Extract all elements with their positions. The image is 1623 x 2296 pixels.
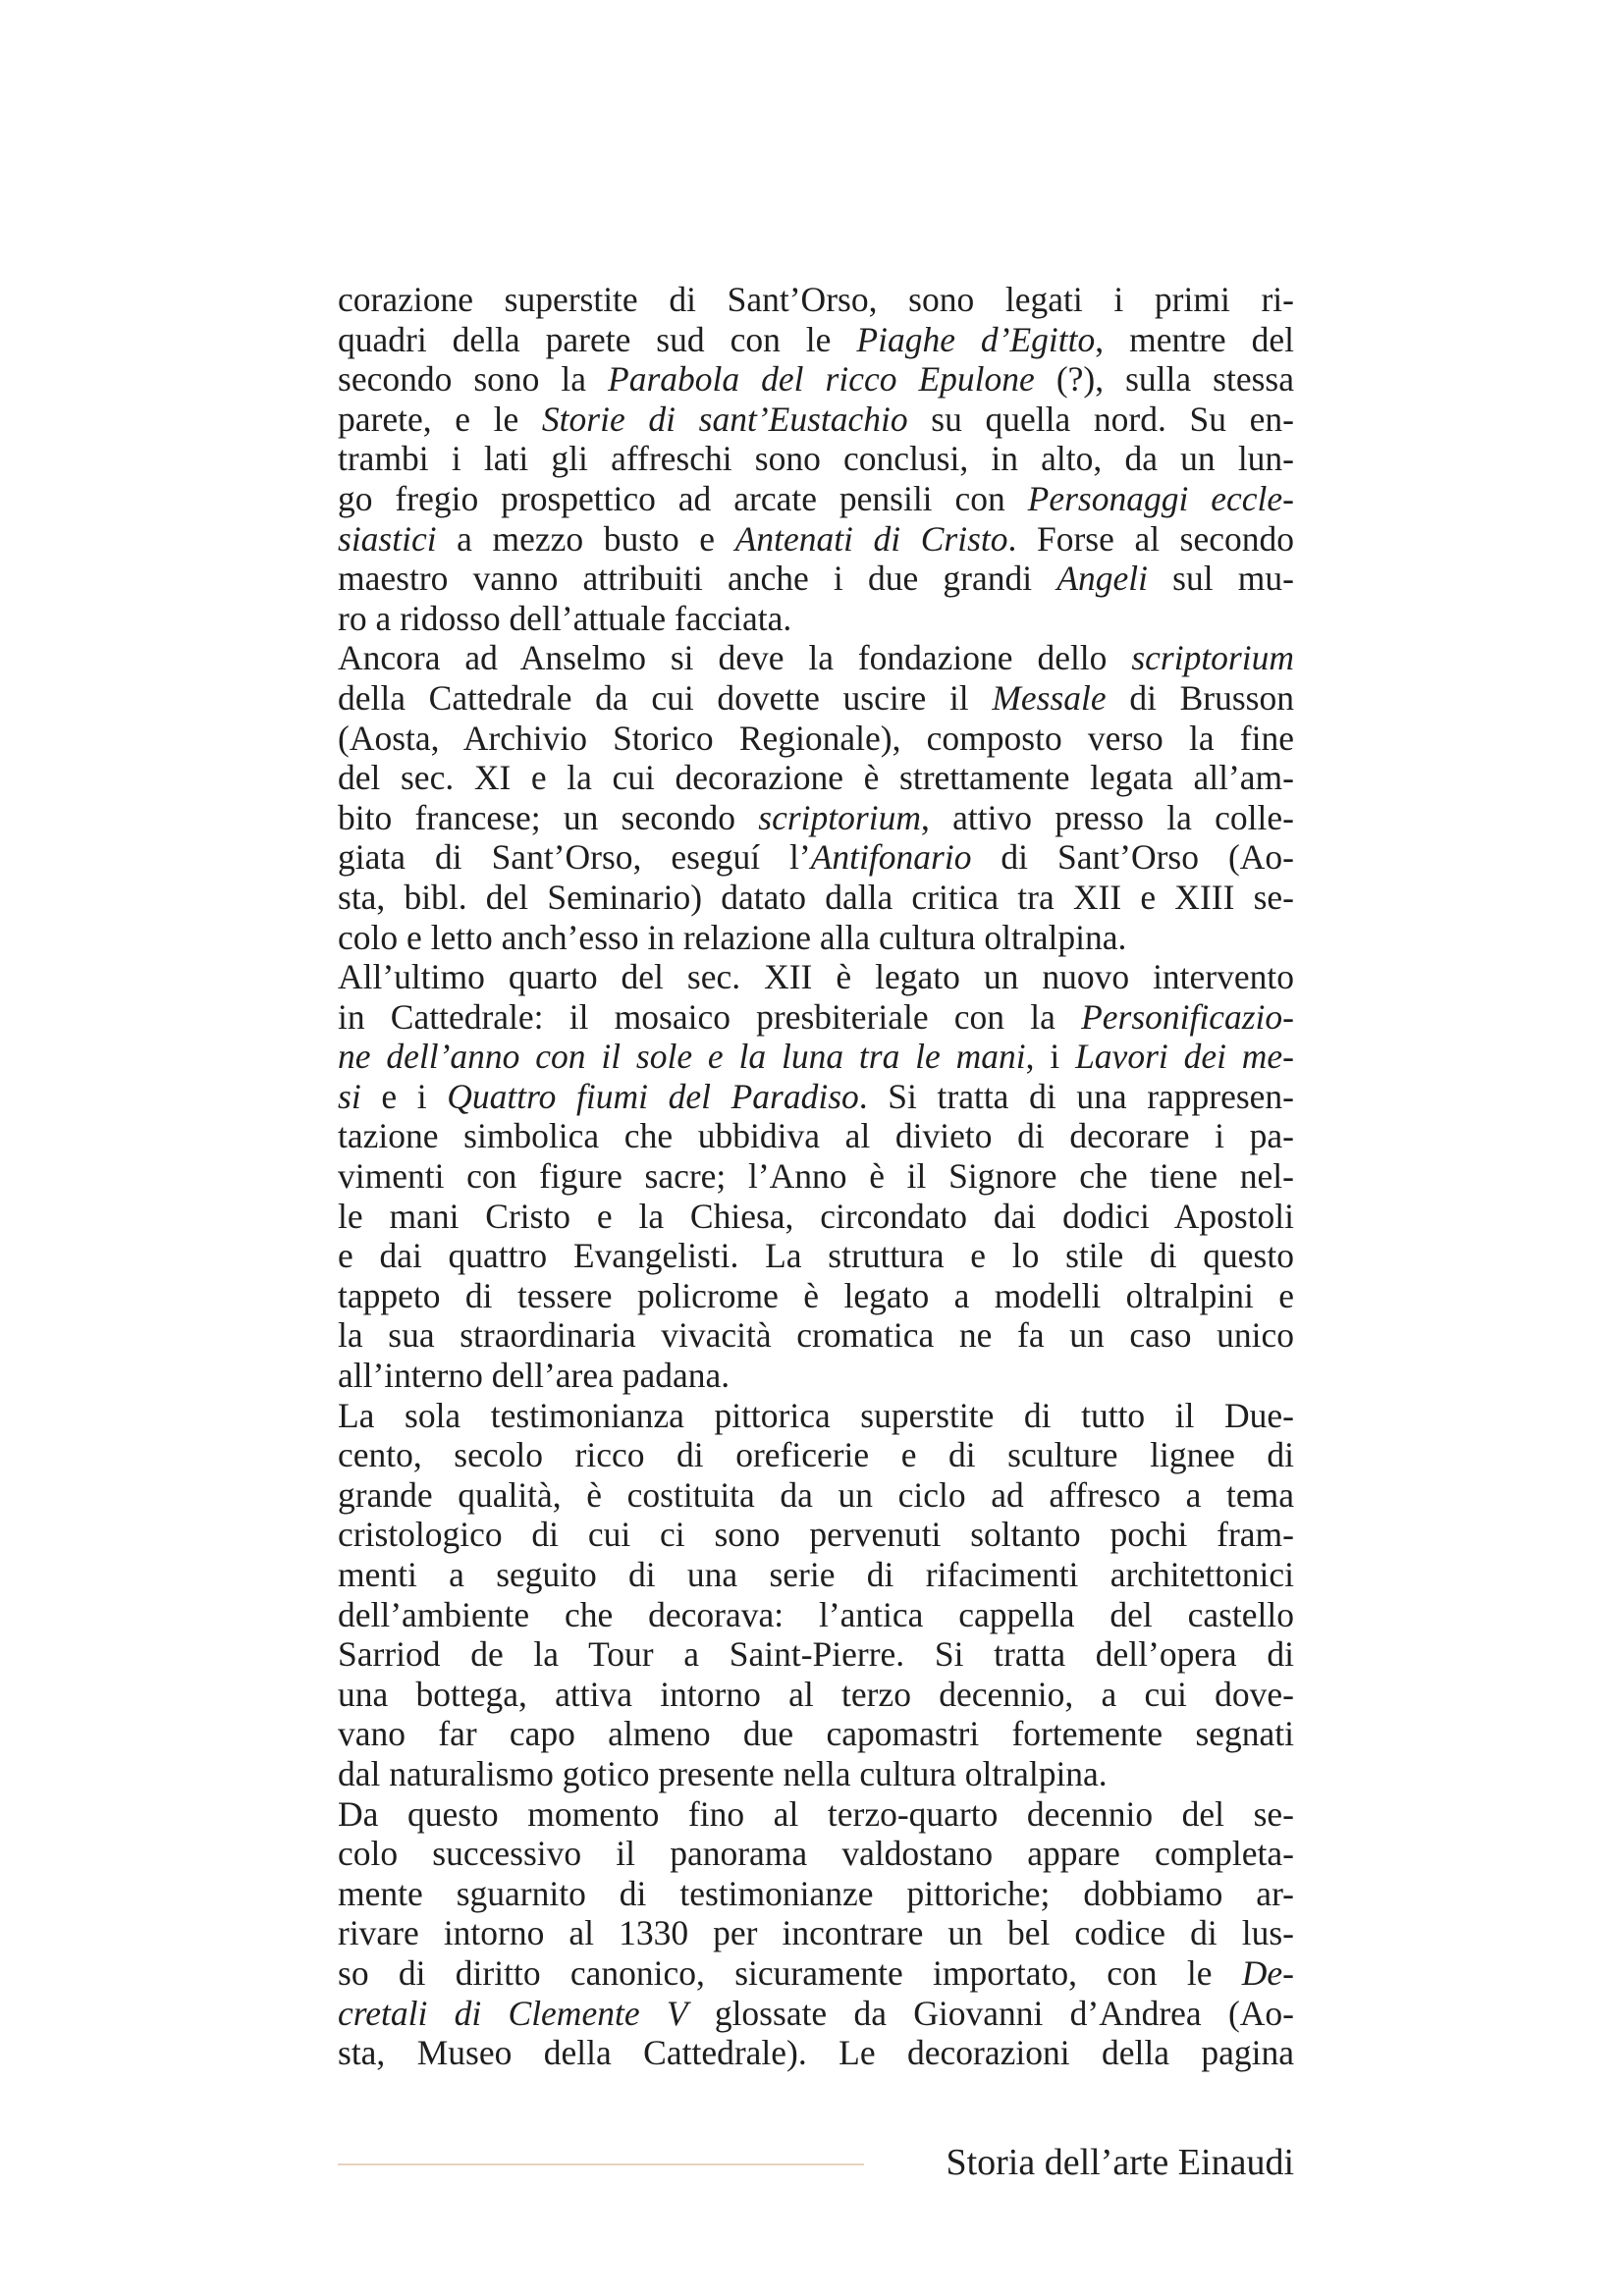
italic-text: Storie di sant’Eustachio xyxy=(541,399,908,439)
text-run: e i xyxy=(360,1076,448,1116)
text-run: Ancora ad Anselmo si deve la fondazione dello xyxy=(338,638,1132,678)
text-run: so di diritto canonico, sicuramente importato, con le xyxy=(338,1952,1242,1993)
text-line xyxy=(338,1116,1294,1156)
text-line xyxy=(338,519,1294,560)
text-line xyxy=(338,678,1294,719)
paragraph xyxy=(338,1396,1294,1794)
text-run: corazione superstite di Sant’Orso, sono legati i primi ri- xyxy=(338,280,1294,319)
text-line xyxy=(338,280,1294,320)
italic-text: scriptorium xyxy=(1131,638,1294,678)
text-run: dal naturalismo gotico presente nella cultura oltralpina. xyxy=(338,1753,1108,1793)
paragraph xyxy=(338,957,1294,1396)
text-line xyxy=(338,1714,1294,1754)
text-run: colo e letto anch’esso in relazione alla cultura oltralpina. xyxy=(338,917,1127,957)
text-run: una bottega, attiva intorno al terzo decennio, a cui dove- xyxy=(338,1674,1294,1714)
text-line xyxy=(338,2033,1294,2073)
text-line xyxy=(338,359,1294,400)
text-line xyxy=(338,1077,1294,1117)
paragraph xyxy=(338,638,1294,957)
text-line xyxy=(338,1197,1294,1237)
text-line xyxy=(338,599,1294,639)
footer-title: Storia dell’arte Einaudi xyxy=(946,2142,1294,2183)
text-run: le mani Cristo e la Chiesa, circondato dai dodici Apostoli xyxy=(338,1196,1294,1236)
italic-text: Personaggi eccle- xyxy=(1027,478,1294,518)
italic-text: siastici xyxy=(338,518,437,559)
text-run: maestro vanno attribuiti anche i due grandi xyxy=(338,559,1057,599)
text-run: e dai quattro Evangelisti. La struttura e lo stile di questo xyxy=(338,1236,1294,1276)
text-run: (Aosta, Archivio Storico Regionale), composto verso la fine xyxy=(338,718,1294,758)
text-line xyxy=(338,997,1294,1038)
text-run: giata di Sant’Orso, eseguí l’ xyxy=(338,837,811,878)
text-run: sul mu- xyxy=(1147,559,1294,599)
text-line xyxy=(338,479,1294,519)
text-line xyxy=(338,638,1294,678)
text-run: grande qualità, è costituita da un ciclo ad affresco a tema xyxy=(338,1474,1294,1515)
text-line xyxy=(338,1634,1294,1675)
text-line xyxy=(338,918,1294,958)
italic-text: ne dell’anno con il sole e la luna tra le mani xyxy=(338,1037,1026,1077)
text-run: all’interno dell’area padana. xyxy=(338,1356,730,1396)
text-line xyxy=(338,1675,1294,1715)
text-run: vimenti con figure sacre; l’Anno è il Signore che tiene nel- xyxy=(338,1156,1294,1197)
text-line xyxy=(338,1475,1294,1516)
italic-text: scriptorium xyxy=(758,797,921,837)
text-line xyxy=(338,1913,1294,1953)
text-line xyxy=(338,1994,1294,2034)
text-line xyxy=(338,1396,1294,1436)
text-run: cristologico di cui ci sono pervenuti soltanto pochi fram- xyxy=(338,1515,1294,1555)
text-line xyxy=(338,1953,1294,1994)
text-line xyxy=(338,1315,1294,1356)
text-line xyxy=(338,1435,1294,1475)
body-text xyxy=(338,280,1294,2073)
text-run: tappeto di tessere policrome è legato a modelli oltralpini e xyxy=(338,1275,1294,1315)
text-run: glossate da Giovanni d’Andrea (Ao- xyxy=(687,1993,1294,2033)
text-run: , i xyxy=(1025,1037,1076,1077)
text-run: sta, Museo della Cattedrale). Le decorazioni della pagina xyxy=(338,2033,1294,2073)
paragraph xyxy=(338,1794,1294,2073)
italic-text: Messale xyxy=(992,677,1107,718)
text-line xyxy=(338,1595,1294,1635)
text-run: rivare intorno al 1330 per incontrare un bel codice di lus- xyxy=(338,1913,1294,1953)
text-run: la sua straordinaria vivacità cromatica ne fa un caso unico xyxy=(338,1315,1294,1356)
text-line xyxy=(338,1754,1294,1794)
text-run: trambi i lati gli affreschi sono conclusi, in alto, da un lun- xyxy=(338,439,1294,479)
text-line xyxy=(338,1515,1294,1555)
text-line xyxy=(338,798,1294,838)
text-line xyxy=(338,400,1294,440)
text-run: La sola testimonianza pittorica superstite di tutto il Due- xyxy=(338,1395,1294,1435)
italic-text: Lavori dei me- xyxy=(1075,1037,1294,1077)
text-line xyxy=(338,719,1294,759)
text-run: , mentre del xyxy=(1095,319,1295,359)
italic-text: Parabola del ricco Epulone xyxy=(608,359,1035,400)
italic-text: Angeli xyxy=(1056,559,1148,599)
text-run: vano far capo almeno due capomastri fortemente segnati xyxy=(338,1714,1294,1754)
text-run: di Sant’Orso (Ao- xyxy=(971,837,1295,878)
text-run: ro a ridosso dell’attuale facciata. xyxy=(338,598,792,638)
text-line xyxy=(338,957,1294,997)
text-run: All’ultimo quarto del sec. XII è legato un nuovo intervento xyxy=(338,957,1294,997)
text-run: sta, bibl. del Seminario) datato dalla critica tra XII e XIII se- xyxy=(338,877,1294,917)
text-run: Sarriod de la Tour a Saint-Pierre. Si tratta dell’opera di xyxy=(338,1634,1294,1675)
text-run: in Cattedrale: il mosaico presbiteriale con la xyxy=(338,996,1082,1037)
italic-text: Antifonario xyxy=(810,837,972,878)
text-run: , attivo presso la colle- xyxy=(920,797,1294,837)
italic-text: si xyxy=(338,1076,361,1116)
footer-rule xyxy=(338,2163,864,2165)
text-run: dell’ambiente che decorava: l’antica cappella del castello xyxy=(338,1594,1294,1634)
text-line xyxy=(338,837,1294,878)
text-run: (?), sulla stessa xyxy=(1034,359,1294,400)
text-line xyxy=(338,1794,1294,1835)
text-line xyxy=(338,1276,1294,1316)
text-line xyxy=(338,1356,1294,1396)
text-line xyxy=(338,758,1294,798)
text-run: Da questo momento fino al terzo-quarto decennio del se- xyxy=(338,1793,1294,1834)
text-line xyxy=(338,320,1294,360)
text-line xyxy=(338,878,1294,918)
italic-text: Quattro fiumi del Paradiso xyxy=(447,1076,859,1116)
italic-text: De- xyxy=(1241,1952,1294,1993)
text-run: colo successivo il panorama valdostano appare completa- xyxy=(338,1834,1294,1874)
italic-text: Piaghe d’Egitto xyxy=(856,319,1096,359)
text-run: mente sguarnito di testimonianze pittoriche; dobbiamo ar- xyxy=(338,1873,1294,1913)
italic-text: Personificazio- xyxy=(1081,996,1294,1037)
text-run: secondo sono la xyxy=(338,359,609,400)
text-run: quadri della parete sud con le xyxy=(338,319,857,359)
text-line xyxy=(338,439,1294,479)
text-run: del sec. XI e la cui decorazione è strettamente legata all’am- xyxy=(338,758,1294,798)
text-run: a mezzo busto e xyxy=(436,518,735,559)
paragraph xyxy=(338,280,1294,638)
text-run: . Si tratta di una rappresen- xyxy=(858,1076,1295,1116)
italic-text: cretali di Clemente V xyxy=(338,1993,688,2033)
text-line xyxy=(338,1156,1294,1197)
text-run: della Cattedrale da cui dovette uscire il xyxy=(338,677,993,718)
text-run: tazione simbolica che ubbidiva al divieto di decorare i pa- xyxy=(338,1116,1294,1156)
text-run: su quella nord. Su en- xyxy=(907,399,1294,439)
text-line xyxy=(338,559,1294,599)
italic-text: Antenati di Cristo xyxy=(734,518,1008,559)
text-run: parete, e le xyxy=(338,399,542,439)
text-run: di Brusson xyxy=(1106,677,1294,718)
text-run: cento, secolo ricco di oreficerie e di sculture lignee di xyxy=(338,1435,1294,1475)
text-run: . Forse al secondo xyxy=(1007,518,1295,559)
text-line xyxy=(338,1555,1294,1595)
text-run: bito francese; un secondo xyxy=(338,797,759,837)
text-run: go fregio prospettico ad arcate pensili con xyxy=(338,478,1028,518)
text-run: menti a seguito di una serie di rifacimenti architettonici xyxy=(338,1555,1294,1594)
text-line xyxy=(338,1037,1294,1077)
text-line xyxy=(338,1834,1294,1874)
text-line xyxy=(338,1874,1294,1914)
text-line xyxy=(338,1236,1294,1276)
